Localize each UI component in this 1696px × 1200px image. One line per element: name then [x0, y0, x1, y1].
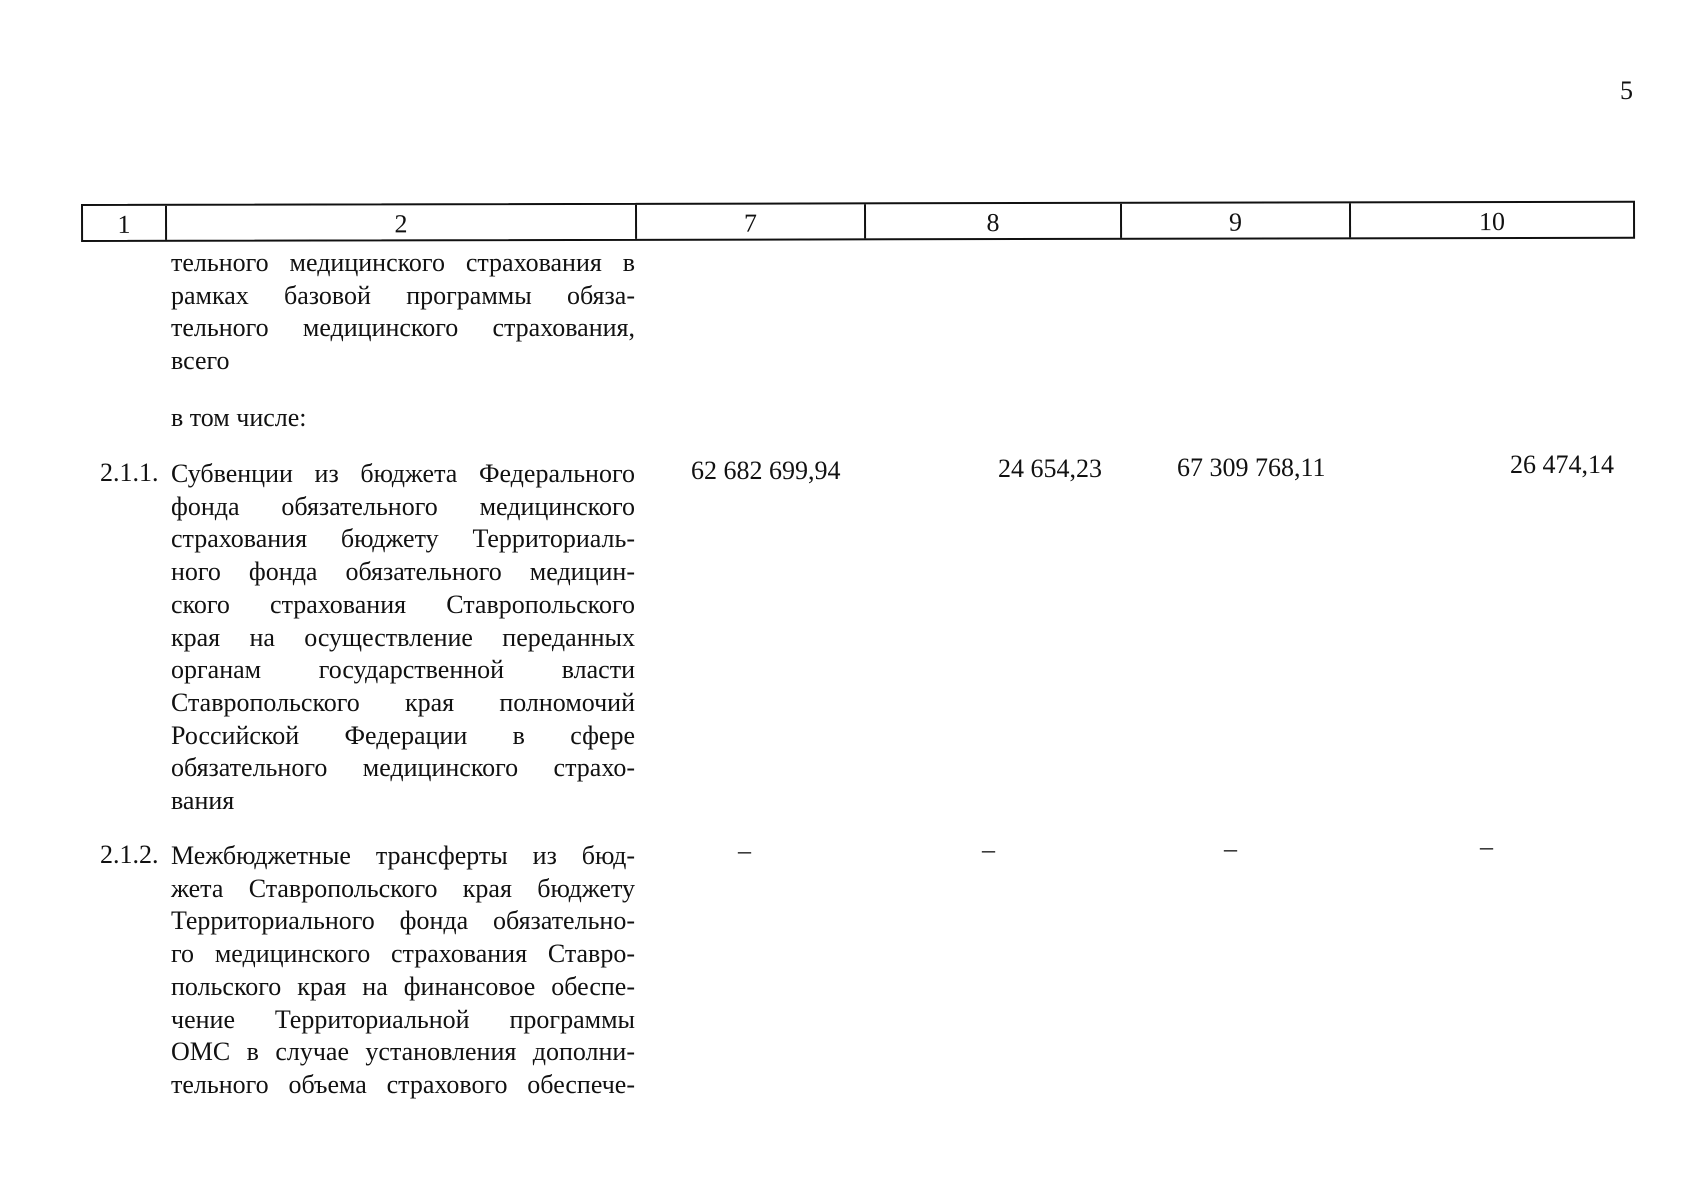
cell-col-7: 62 682 699,94 — [691, 456, 841, 485]
row-line: ского страхования Ставропольского — [171, 589, 635, 619]
cell-col-7: – — [738, 836, 751, 865]
cell-col-8: – — [982, 835, 995, 864]
row-line: обязательного медицинского страхо- — [171, 753, 635, 783]
row-line: Межбюджетные трансферты из бюд- — [171, 841, 635, 870]
row-line: чение Территориальной программы — [171, 1004, 635, 1034]
row-description — [171, 840, 635, 1102]
row-number: 2.1.2. — [100, 840, 159, 869]
row-line: тельного объема страхового обеспече- — [171, 1069, 635, 1099]
row-line: ного фонда обязательного медицин- — [171, 557, 635, 587]
row-line: края на осуществление переданных — [171, 622, 635, 652]
row-line: Территориального фонда обязательно- — [171, 906, 635, 936]
row-line: вания — [171, 786, 235, 816]
cell-col-8: 24 654,23 — [998, 454, 1102, 483]
row-line: Ставропольского края полномочий — [171, 687, 635, 717]
header-col-1: 1 — [83, 206, 167, 240]
cell-col-10: 26 474,14 — [1510, 450, 1614, 479]
cell-col-10: – — [1480, 832, 1493, 861]
intro-line: тельного медицинского страхования, — [171, 313, 635, 343]
header-col-8: 8 — [866, 204, 1122, 239]
row-line: Субвенции из бюджета Федерального — [171, 459, 635, 488]
row-line: страхования бюджету Территориаль- — [171, 524, 635, 554]
row-line: ОМС в случае установления дополни- — [171, 1037, 635, 1067]
intro-line: тельного медицинского страхования в — [171, 248, 635, 277]
row-line: го медицинского страхования Ставро- — [171, 939, 635, 969]
header-col-10: 10 — [1479, 207, 1506, 237]
row-line: Российской Федерации в сфере — [171, 720, 635, 750]
header-col-7: 7 — [637, 204, 866, 238]
header-col-9: 9 — [1122, 203, 1351, 237]
row-line: фонда обязательного медицинского — [171, 491, 635, 521]
table-header — [81, 201, 1635, 242]
row-line: жета Ставропольского края бюджету — [171, 873, 635, 903]
row-line: польского края на финансовое обеспе- — [171, 971, 635, 1001]
intro-text — [171, 247, 635, 378]
intro-line: рамках базовой программы обяза- — [171, 280, 635, 310]
row-number: 2.1.1. — [100, 458, 159, 487]
row-description — [171, 458, 635, 818]
cell-col-9: – — [1224, 834, 1237, 863]
row-line: органам государственной власти — [171, 655, 635, 685]
cell-col-9: 67 309 768,11 — [1177, 453, 1326, 482]
intro-line: всего — [171, 346, 230, 376]
header-col-2: 2 — [167, 205, 637, 240]
page-number: 5 — [1620, 76, 1633, 105]
including-label: в том числе: — [171, 403, 307, 432]
